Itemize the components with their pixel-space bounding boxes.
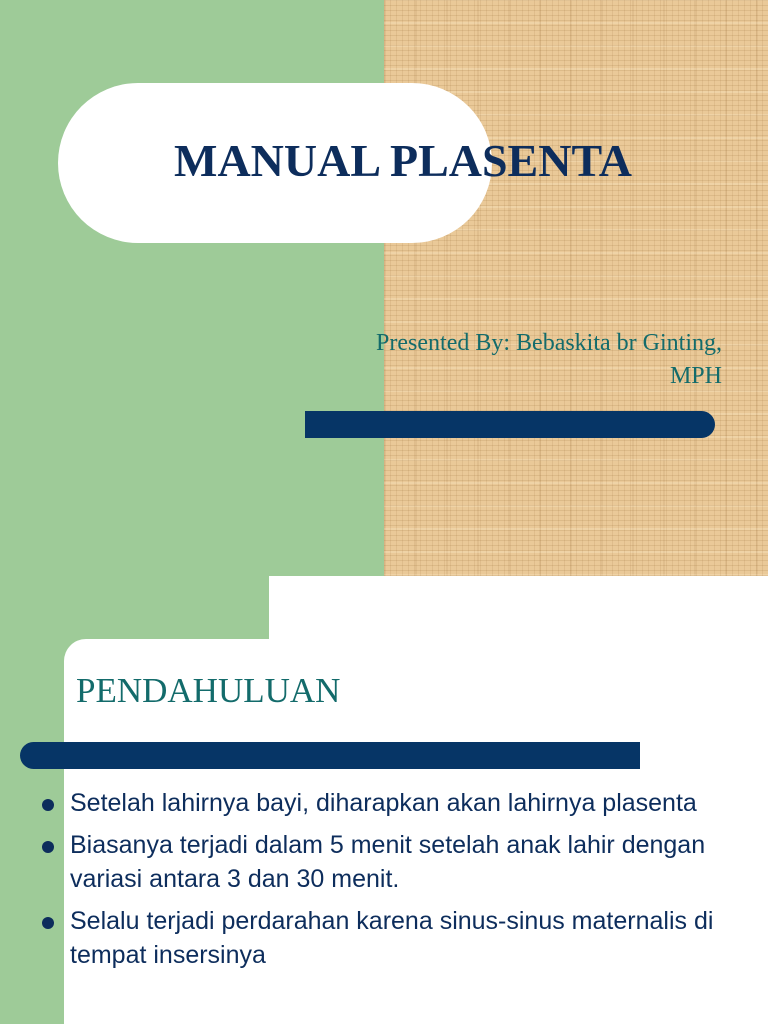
decorative-bar — [20, 742, 640, 769]
papyrus-texture-panel — [384, 0, 768, 576]
bullet-text: Selalu terjadi perdarahan karena sinus-sinus maternalis di tempat insersinya — [70, 907, 714, 969]
presenter-line-2: MPH — [669, 363, 722, 389]
presenter-credit — [262, 327, 722, 393]
bullet-icon — [42, 917, 54, 929]
content-slide — [0, 576, 768, 1024]
list-item — [40, 904, 750, 972]
bullet-list — [40, 786, 750, 980]
decorative-bar — [305, 411, 715, 438]
bullet-text: Biasanya terjadi dalam 5 menit setelah anak lahir dengan variasi antara 3 dan 30 menit. — [70, 831, 706, 893]
list-item — [40, 786, 750, 820]
slide-title: MANUAL PLASENTA — [174, 135, 632, 186]
presenter-line-1: Presented By: Bebaskita br Ginting, — [376, 330, 722, 356]
section-heading: PENDAHULUAN — [76, 671, 341, 710]
bullet-text: Setelah lahirnya bayi, diharapkan akan lahirnya plasenta — [70, 789, 697, 817]
list-item — [40, 828, 750, 896]
bullet-icon — [42, 799, 54, 811]
bullet-icon — [42, 841, 54, 853]
